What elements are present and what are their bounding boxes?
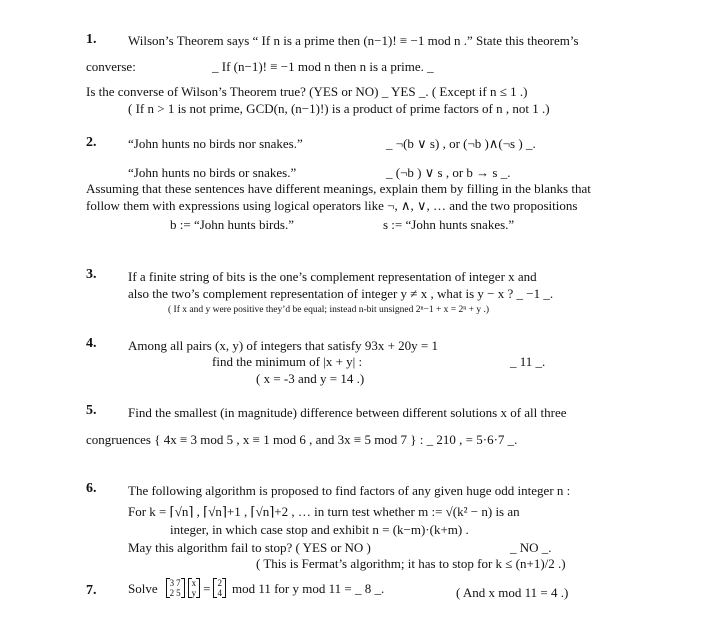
coefficient-matrix xyxy=(166,578,185,598)
problem-1-converse-answer: _ If (n−1)! ≡ −1 mod n then n is a prime. _ xyxy=(212,59,434,74)
problem-4-line2: find the minimum of |x + y| : xyxy=(212,354,363,369)
matrix-cell: 7 xyxy=(176,578,181,588)
problem-3-line2: also the two’s complement representation of integer y ≠ x , what is y − x ? _ −1 _. xyxy=(128,286,554,301)
problem-7-note: ( And x mod 11 = 4 .) xyxy=(456,585,569,600)
problem-1-line4: ( If n > 1 is not prime, GCD(n, (n−1)!) is a product of prime factors of n , not 1 .) xyxy=(128,101,550,116)
problem-4-line3: ( x = -3 and y = 14 .) xyxy=(256,371,365,386)
equals-sign: = xyxy=(203,580,211,596)
problem-1-number: 1. xyxy=(86,32,97,47)
problem-2-number: 2. xyxy=(86,135,97,150)
vector-cell: 4 xyxy=(217,588,222,598)
problem-6-answer: _ NO _. xyxy=(510,540,552,555)
problem-2-def-b: b := “John hunts birds.” xyxy=(170,217,294,232)
problem-7-text: mod 11 for y mod 11 = _ 8 _. xyxy=(231,580,385,596)
problem-4-line1: Among all pairs (x, y) of integers that satisfy 93x + 20y = 1 xyxy=(128,338,439,353)
unknown-vector xyxy=(188,578,201,598)
problem-2-answer2: _ (¬b ) ∨ s , or b → s _. xyxy=(386,165,511,180)
problem-5-line1: Find the smallest (in magnitude) difference between different solutions x of all three xyxy=(128,405,567,420)
problem-2-def-s: s := “John hunts snakes.” xyxy=(383,217,515,232)
problem-3-number: 3. xyxy=(86,267,97,282)
problem-2-question1: “John hunts no birds nor snakes.” xyxy=(128,136,303,151)
problem-5-number: 5. xyxy=(86,403,97,418)
problem-1-converse-label: converse: xyxy=(86,59,136,74)
problem-2-line3: Assuming that these sentences have different meanings, explain them by filling in the blanks that xyxy=(86,181,591,196)
problem-7-number: 7. xyxy=(86,583,97,598)
problem-6-line2: For k = ⌈√n⌉ , ⌈√n⌉+1 , ⌈√n⌉+2 , … in turn test whether m := √(k² − n) is an xyxy=(128,504,520,519)
vector-cell: y xyxy=(191,588,197,598)
problem-4-number: 4. xyxy=(86,336,97,351)
problem-7-equation xyxy=(128,578,384,598)
problem-3-line1: If a finite string of bits is the one’s complement representation of integer x and xyxy=(128,269,537,284)
problem-6-line4: May this algorithm fail to stop? ( YES or NO ) xyxy=(128,540,371,555)
problem-6-line3: integer, in which case stop and exhibit n = (k−m)·(k+m) . xyxy=(170,522,469,537)
matrix-cell: 3 xyxy=(169,578,175,588)
rhs-vector xyxy=(213,578,226,598)
problem-2-line4: follow them with expressions using logical operators like ¬, ∧, ∨, … and the two propositions xyxy=(86,198,578,213)
vector-cell: 2 xyxy=(217,578,222,588)
problem-1-line1: Wilson’s Theorem says “ If n is a prime then (n−1)! ≡ −1 mod n .” State this theorem’s xyxy=(128,33,579,48)
matrix-cell: 2 xyxy=(169,588,175,598)
problem-3-line3: ( If x and y were positive they’d be equal; instead n-bit unsigned 2ⁿ−1 + x = 2ⁿ + y .) xyxy=(168,305,490,315)
problem-5-line2: congruences { 4x ≡ 3 mod 5 , x ≡ 1 mod 6 , and 3x ≡ 5 mod 7 } : _ 210 , = 5·6·7 _. xyxy=(86,432,518,447)
problem-2-question2: “John hunts no birds or snakes.” xyxy=(128,165,297,180)
problem-6-number: 6. xyxy=(86,481,97,496)
problem-1-line3: Is the converse of Wilson’s Theorem true? (YES or NO) _ YES _. ( Except if n ≤ 1 .) xyxy=(86,84,528,99)
problem-7-solve-label: Solve xyxy=(128,580,158,596)
problem-2-answer1: _ ¬(b ∨ s) , or (¬b )∧(¬s ) _. xyxy=(386,136,536,151)
matrix-cell: 5 xyxy=(176,588,181,598)
problem-4-answer: _ 11 _. xyxy=(510,354,546,369)
vector-cell: x xyxy=(191,578,197,588)
problem-6-line5: ( This is Fermat’s algorithm; it has to stop for k ≤ (n+1)/2 .) xyxy=(256,556,566,571)
problem-6-line1: The following algorithm is proposed to find factors of any given huge odd integer n : xyxy=(128,483,571,498)
